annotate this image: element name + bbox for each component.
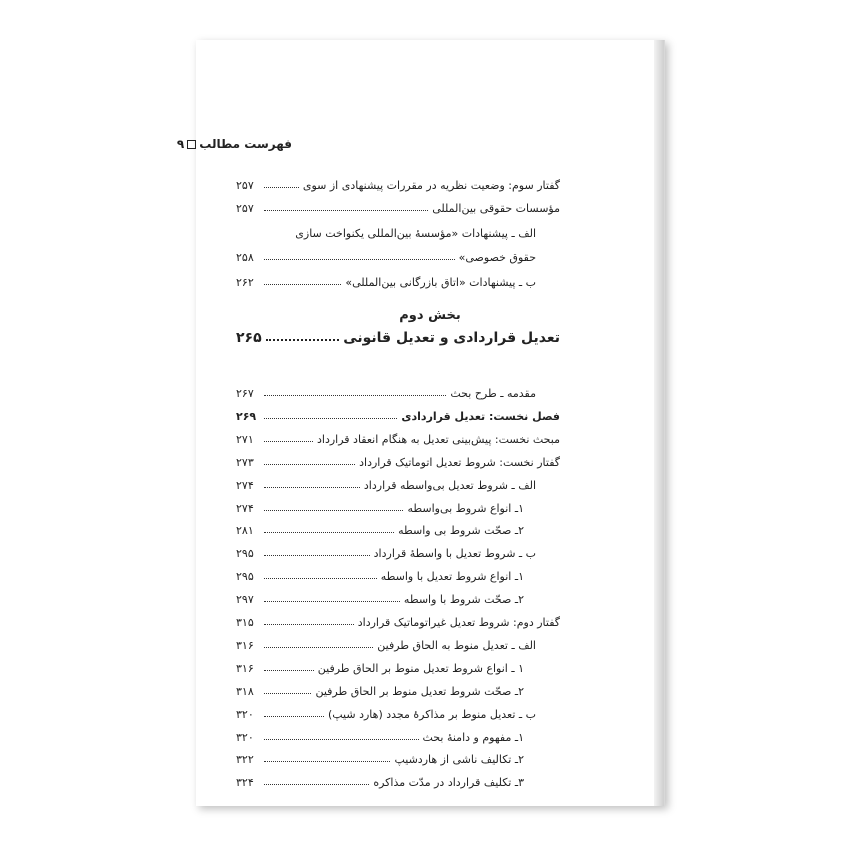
toc-entry-title: ۲ـ صحّت شروط بی واسطه	[398, 524, 524, 538]
toc-entry	[236, 630, 536, 652]
leader-dots	[264, 669, 314, 671]
toc-entry-page: ۲۵۷	[236, 179, 254, 192]
toc-entry-page: ۲۷۱	[236, 432, 254, 446]
toc-entry-title: الف ـ تعدیل منوط به الحاق طرفین	[377, 638, 536, 652]
leader-dots	[264, 623, 354, 625]
toc-entry-title: ۱ ـ انواع شروط تعدیل منوط بر الحاق طرفین	[317, 661, 524, 675]
toc-entry-page: ۲۶۲	[236, 276, 254, 289]
toc-entry-title: ب ـ پیشنهادات «اتاق بازرگانی بین‌المللی»	[345, 276, 536, 289]
part-heading: بخش دوم	[399, 308, 461, 323]
toc-entry-page: ۲۵۸	[236, 251, 254, 264]
toc-entry	[236, 193, 560, 215]
toc-entry-title: ۱ـ انواع شروط بی‌واسطه	[407, 501, 524, 515]
page-header	[176, 137, 292, 151]
header-page-number: ۹	[176, 137, 185, 151]
toc-entry-title: ۳ـ تکلیف قرارداد در مدّت مذاکره	[373, 776, 524, 790]
toc-entry	[236, 493, 524, 515]
toc-entry	[236, 538, 536, 560]
toc-entry	[236, 170, 560, 192]
toc-entry-page: ۲۹۵	[236, 547, 254, 561]
toc-entry	[236, 401, 560, 423]
leader-dots	[264, 646, 373, 648]
square-icon	[187, 140, 196, 149]
toc-entry	[236, 447, 560, 469]
toc-entry-title: گفتار سوم: وضعیت نظریه در مقررات پیشنهادی از سوی	[302, 179, 560, 192]
toc-entry	[236, 378, 536, 400]
page-spine-shadow	[654, 40, 664, 806]
toc-entry-title: مقدمه ـ طرح بحث	[450, 387, 536, 400]
leader-dots	[264, 258, 455, 260]
leader-dots	[264, 783, 369, 785]
leader-dots	[264, 692, 311, 694]
toc-entry	[236, 653, 524, 675]
leader-dots	[264, 463, 355, 465]
toc-entry-page: ۳۱۸	[236, 684, 254, 698]
toc-entry	[236, 242, 536, 264]
toc-entry-page: ۲۶۹	[236, 409, 257, 423]
toc-entry-page: ۲۷۴	[236, 478, 254, 492]
toc-entry	[236, 584, 524, 606]
toc-entry	[236, 218, 536, 240]
toc-entry	[236, 767, 524, 789]
leader-dots	[264, 600, 400, 602]
toc-entry	[236, 676, 524, 698]
toc-entry-page: ۲۹۷	[236, 593, 254, 607]
toc-entry-page: ۳۱۶	[236, 661, 254, 675]
toc-entry	[236, 515, 524, 537]
leader-dots	[264, 486, 360, 488]
toc-entry-title: ب ـ تعدیل منوط بر مذاکرهٔ مجدد (هارد شیپ)	[327, 707, 536, 721]
leader-dots	[264, 394, 446, 396]
leader-dots	[264, 186, 299, 188]
leader-dots	[264, 554, 370, 556]
toc-entry-page: ۲۶۷	[236, 387, 254, 400]
toc-entry-title: ۱ـ مفهوم و دامنهٔ بحث	[422, 730, 524, 744]
toc-entry-title: ب ـ شروط تعدیل با واسطهٔ قرارداد	[373, 547, 536, 561]
toc-entry-title: ۲ـ صحّت شروط تعدیل منوط بر الحاق طرفین	[315, 684, 524, 698]
toc-entry-title: مبحث نخست: پیش‌بینی تعدیل به هنگام انعقاد قرارداد	[317, 432, 560, 446]
toc-entry	[236, 561, 524, 583]
toc-entry-title: حقوق خصوصی»	[458, 251, 536, 264]
toc-entry	[236, 607, 560, 629]
toc-entry-title: الف ـ شروط تعدیل بی‌واسطه قرارداد	[363, 478, 536, 492]
toc-entry-title: گفتار نخست: شروط تعدیل اتوماتیک قرارداد	[359, 455, 560, 469]
toc-entry-page: ۳۲۰	[236, 730, 254, 744]
leader-dots	[266, 339, 340, 341]
toc-entry	[236, 699, 536, 721]
header-label: فهرست مطالب	[199, 137, 292, 151]
leader-dots	[264, 531, 394, 533]
leader-dots	[264, 577, 377, 579]
part-page-number: ۲۶۵	[236, 330, 262, 346]
leader-dots	[264, 509, 403, 511]
leader-dots	[264, 417, 397, 419]
toc-entry	[236, 722, 524, 744]
toc-entry-title: الف ـ پیشنهادات «مؤسسهٔ بین‌المللی یکنواخت سازی	[295, 227, 536, 240]
toc-entry-page: ۲۵۷	[236, 202, 254, 215]
toc-entry-title: ۲ـ صحّت شروط با واسطه	[403, 593, 524, 607]
leader-dots	[264, 440, 313, 442]
toc-entry-page: ۲۷۳	[236, 455, 254, 469]
toc-entry-page: ۳۱۶	[236, 638, 254, 652]
toc-entry-page: ۲۹۵	[236, 570, 254, 584]
toc-entry	[236, 470, 536, 492]
toc-entry	[236, 267, 536, 289]
toc-entry-title: ۲ـ تکالیف ناشی از هاردشیپ	[394, 753, 524, 767]
part-title-line	[236, 330, 560, 346]
leader-dots	[264, 283, 341, 285]
book-page	[176, 40, 665, 806]
toc-entry-title: فصل نخست: تعدیل قراردادی	[401, 409, 560, 423]
leader-dots	[264, 738, 419, 740]
toc-entry-page: ۳۱۵	[236, 616, 254, 629]
toc-entry-title: ۱ـ انواع شروط تعدیل با واسطه	[380, 570, 524, 584]
leader-dots	[264, 760, 390, 762]
leader-dots	[264, 715, 324, 717]
part-title: تعدیل قراردادی و تعدیل قانونی	[343, 330, 560, 346]
toc-entry	[236, 744, 524, 766]
leader-dots	[264, 209, 428, 211]
toc-entry-page: ۲۸۱	[236, 524, 254, 538]
toc-entry-page: ۳۲۴	[236, 776, 254, 790]
toc-entry-title: مؤسسات حقوقی بین‌المللی	[432, 202, 560, 215]
toc-entry-page: ۳۲۰	[236, 707, 254, 721]
toc-entry-page: ۲۷۴	[236, 501, 254, 515]
toc-entry	[236, 424, 560, 446]
toc-entry-title: گفتار دوم: شروط تعدیل غیراتوماتیک قرارداد	[357, 616, 560, 629]
toc-entry-page: ۳۲۲	[236, 753, 254, 767]
